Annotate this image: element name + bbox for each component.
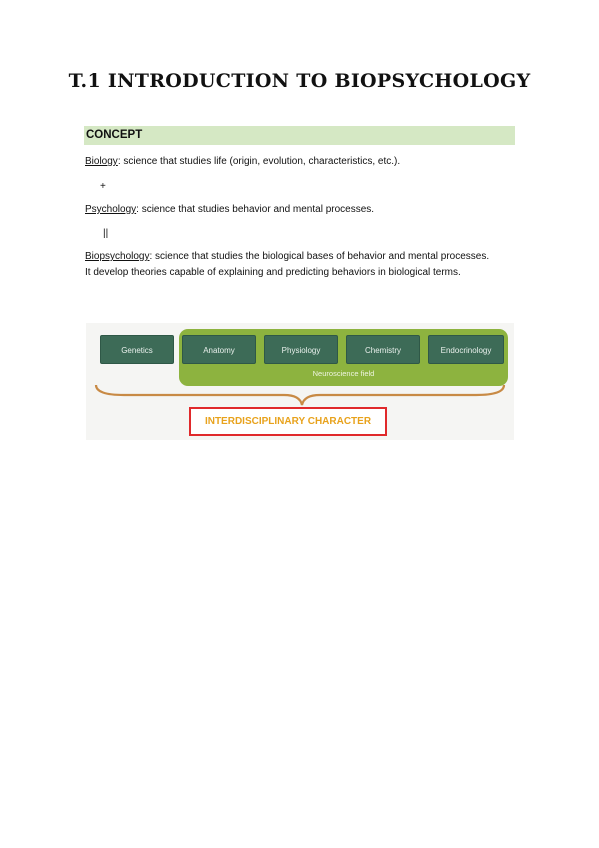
biology-text: : science that studies life (origin, evolution, characteristics, etc.). xyxy=(117,156,401,167)
page-title: T.1 INTRODUCTION TO BIOPSYCHOLOGY xyxy=(68,70,531,92)
section-heading: CONCEPT xyxy=(84,126,515,145)
biology-term: Biology xyxy=(85,156,118,167)
psychology-term: Psychology xyxy=(85,204,137,215)
equals-symbol: || xyxy=(103,228,109,239)
physiology-box: Physiology xyxy=(264,335,338,364)
plus-symbol: + xyxy=(100,181,106,192)
interdisciplinary-character-box: INTERDISCIPLINARY CHARACTER xyxy=(189,407,387,436)
biopsychology-text: : science that studies the biological bases of behavior and mental processes. It develop theories capable of explaining and predicting behaviors in biological terms. xyxy=(85,251,490,278)
biopsychology-definition xyxy=(85,249,495,281)
interdisciplinary-diagram xyxy=(86,323,514,440)
genetics-box: Genetics xyxy=(100,335,174,364)
biopsychology-term: Biopsychology xyxy=(85,251,150,262)
anatomy-box: Anatomy xyxy=(182,335,256,364)
biology-definition xyxy=(85,154,495,170)
psychology-text: : science that studies behavior and mental processes. xyxy=(136,204,375,215)
curly-brace-icon xyxy=(94,383,506,409)
endocrinology-box: Endocrinology xyxy=(428,335,504,364)
psychology-definition xyxy=(85,202,495,218)
neuroscience-field-label: Neuroscience field xyxy=(312,369,375,378)
chemistry-box: Chemistry xyxy=(346,335,420,364)
